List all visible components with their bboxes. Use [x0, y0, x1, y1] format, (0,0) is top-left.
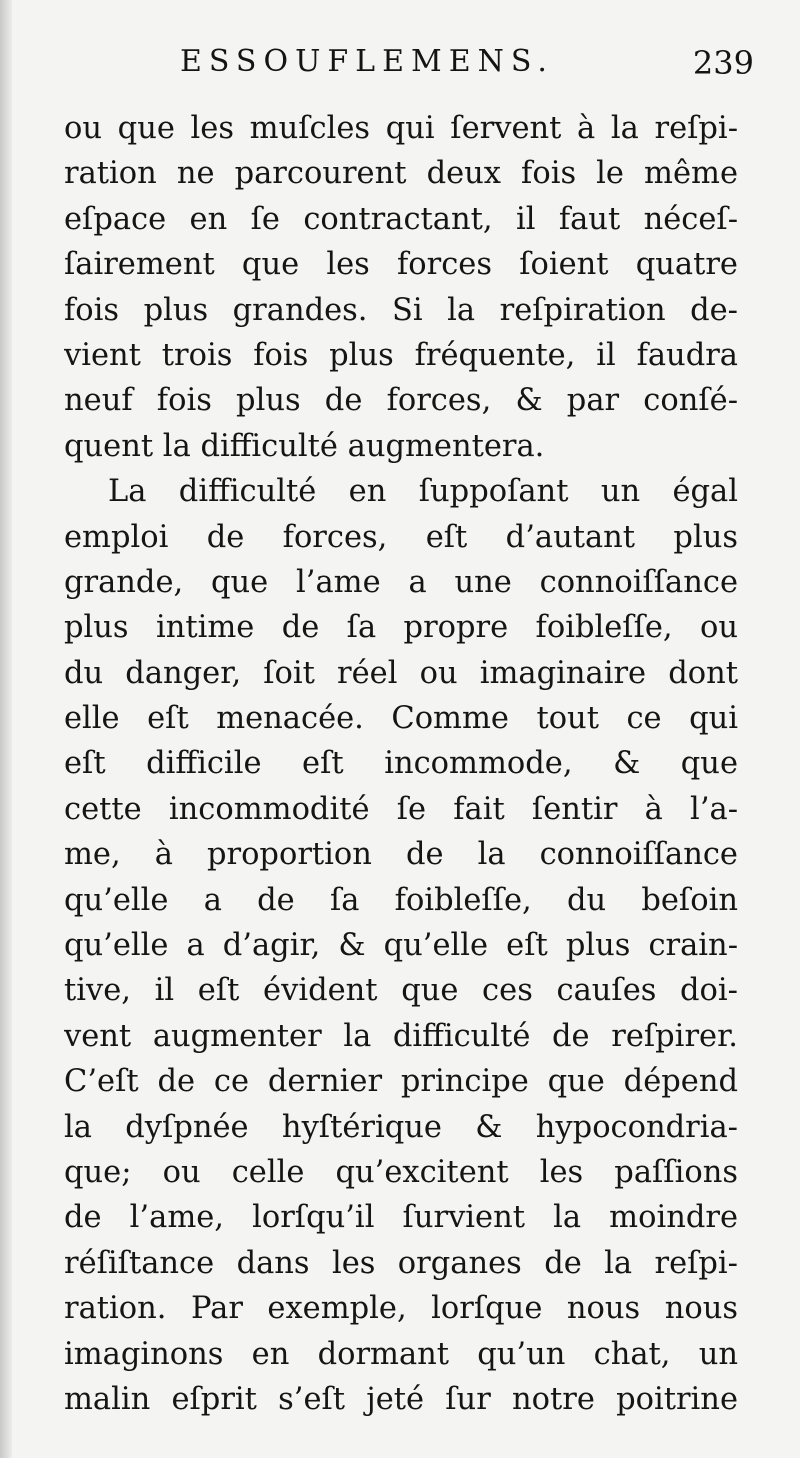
- text-line: elle eſt menacée. Comme tout ce qui: [64, 701, 738, 737]
- paragraph-first-line: La difficulté en ſuppoſant un égal: [108, 474, 738, 510]
- text-line: eſt difficile eſt incommode, & que: [64, 746, 738, 782]
- text-line: fois plus grandes. Si la reſpiration de-: [64, 292, 738, 328]
- text-line: vent augmenter la difficulté de reſpirer.: [64, 1018, 738, 1054]
- text-line: ſairement que les forces ſoient quatre: [64, 247, 738, 283]
- body-text: [64, 106, 738, 1422]
- text-line: réſiſtance dans les organes de la reſpi-: [64, 1245, 738, 1281]
- page-number: 239: [692, 44, 754, 82]
- text-line: neuf fois plus de forces, & par conſé-: [64, 383, 738, 419]
- text-line: vient trois fois plus fréquente, il faudra: [64, 337, 738, 373]
- text-line: eſpace en ſe contractant, il faut néceſ-: [64, 201, 738, 237]
- text-line: imaginons en dormant qu’un chat, un: [64, 1336, 738, 1372]
- text-line: me, à proportion de la connoiſſance: [64, 837, 738, 873]
- text-line: quent la difficulté augmentera.: [64, 428, 545, 464]
- text-line: grande, que l’ame a une connoiſſance: [64, 564, 738, 600]
- text-line: ration. Par exemple, lorſque nous nous: [64, 1291, 738, 1327]
- text-line: plus intime de ſa propre foibleſſe, ou: [64, 610, 738, 646]
- text-line: que; ou celle qu’excitent les paſſions: [64, 1154, 738, 1190]
- text-line: malin eſprit s’eſt jeté ſur notre poitrine: [64, 1381, 738, 1417]
- text-line: tive, il eſt évident que ces cauſes doi-: [64, 973, 738, 1009]
- text-line: C’eſt de ce dernier principe que dépend: [64, 1064, 738, 1100]
- text-line: emploi de forces, eſt d’autant plus: [64, 519, 738, 555]
- page-gutter-shadow: [0, 0, 12, 1458]
- text-line: la dyſpnée hyſtérique & hypocondria-: [64, 1109, 738, 1145]
- text-line: du danger, ſoit réel ou imaginaire dont: [64, 655, 738, 691]
- text-line: de l’ame, lorſqu’il ſurvient la moindre: [64, 1200, 738, 1236]
- text-line: ration ne parcourent deux fois le même: [64, 156, 738, 192]
- text-line: qu’elle a de ſa foibleſſe, du beſoin: [64, 882, 738, 918]
- running-head: [62, 44, 754, 94]
- text-line: cette incommodité ſe fait ſentir à l’a-: [64, 791, 738, 827]
- text-line: qu’elle a d’agir, & qu’elle eſt plus crain-: [64, 928, 738, 964]
- text-line: ou que les muſcles qui ſervent à la reſpi-: [64, 111, 738, 146]
- running-title: ESSOUFLEMENS.: [180, 44, 554, 79]
